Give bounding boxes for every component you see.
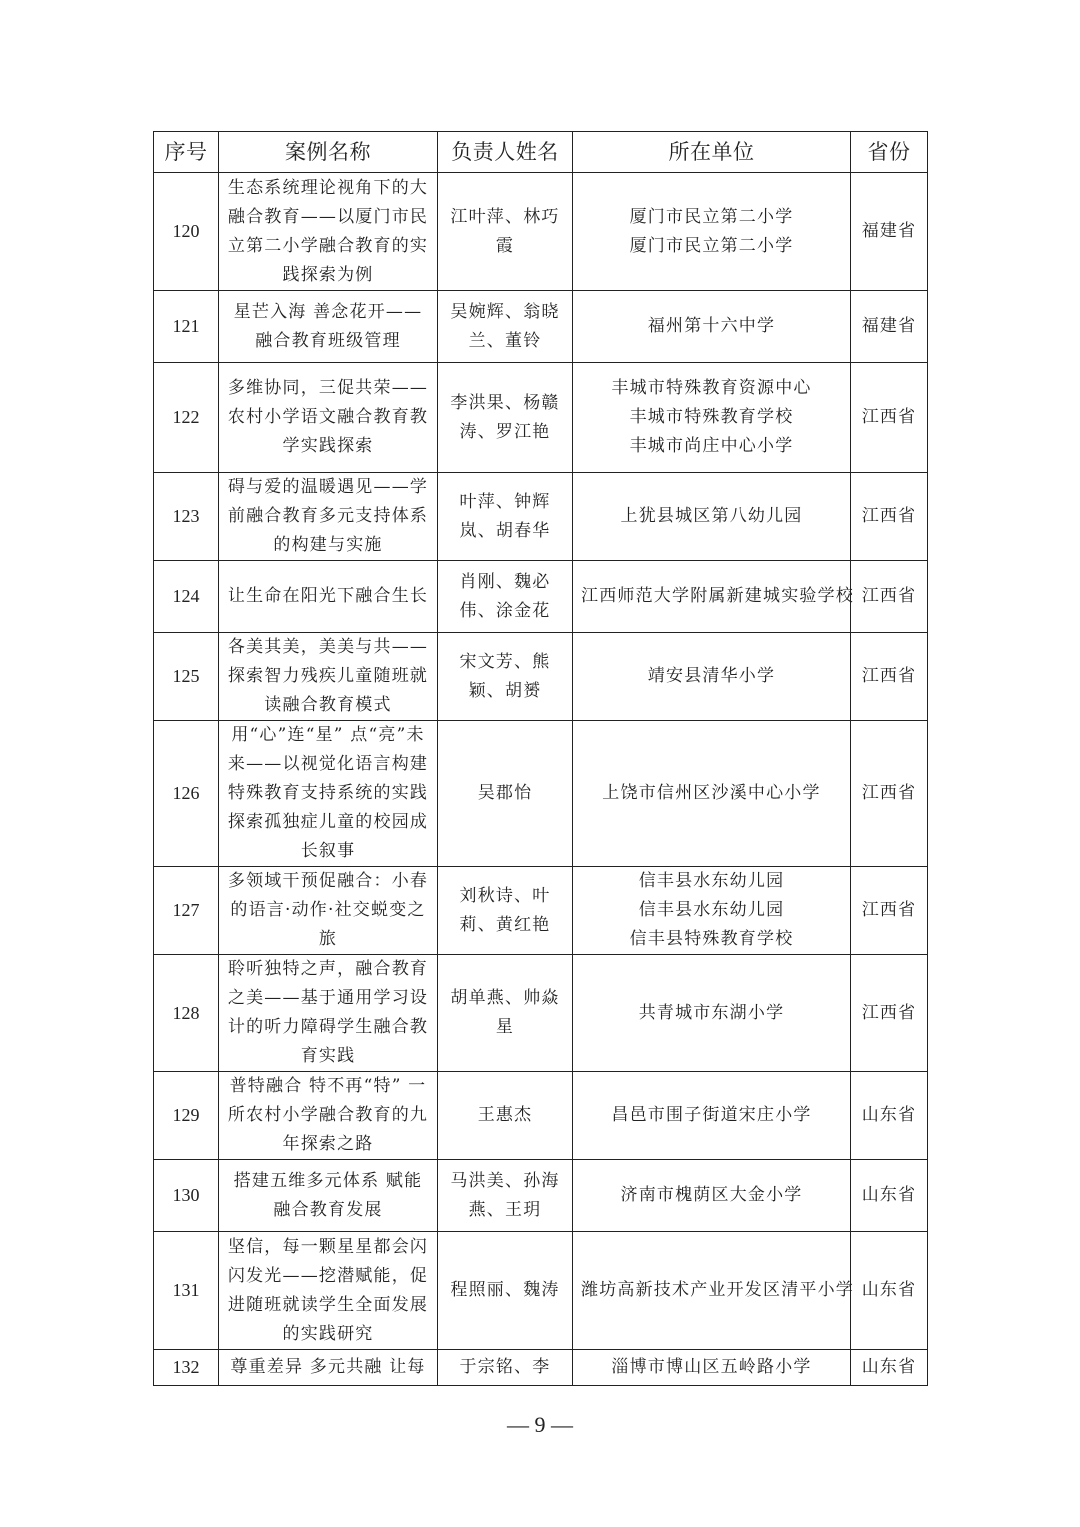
- cell-province: 江西省: [851, 633, 928, 721]
- cell-case-name: 生态系统理论视角下的大融合教育——以厦门市民立第二小学融合教育的实践探索为例: [219, 173, 438, 291]
- cell-case-name: 搭建五维多元体系 赋能融合教育发展: [219, 1160, 438, 1232]
- cell-unit: [573, 473, 851, 561]
- unit-line: 江西师范大学附属新建城实验学校: [581, 586, 854, 606]
- unit-line: 靖安县清华小学: [647, 666, 776, 686]
- table-row: [154, 1160, 928, 1232]
- cell-leader: 宋文芳、熊颖、胡赟: [438, 633, 573, 721]
- cell-no: 130: [154, 1160, 219, 1232]
- header-case-name: 案例名称: [219, 132, 438, 173]
- unit-line: 共青城市东湖小学: [638, 1002, 785, 1023]
- cell-no: 128: [154, 955, 219, 1072]
- table-row: [154, 1350, 928, 1386]
- header-leader: 负责人姓名: [438, 132, 573, 173]
- cell-leader: 于宗铭、李: [438, 1350, 573, 1386]
- table-row: [154, 291, 928, 363]
- unit-line: 昌邑市围子街道宋庄小学: [611, 1105, 812, 1125]
- cell-leader: 叶萍、钟辉岚、胡春华: [438, 473, 573, 561]
- cell-case-name: 聆听独特之声，融合教育之美——基于通用学习设计的听力障碍学生融合教育实践: [219, 955, 438, 1072]
- unit-line: 上饶市信州区沙溪中心小学: [602, 783, 821, 803]
- cell-leader: 王惠杰: [438, 1072, 573, 1160]
- cell-province: 江西省: [851, 473, 928, 561]
- cell-unit: [573, 173, 851, 291]
- unit-line: 福州第十六中学: [647, 316, 776, 336]
- cell-unit: [573, 955, 851, 1072]
- cell-unit: [573, 1160, 851, 1232]
- cell-province: 福建省: [851, 173, 928, 291]
- cell-no: 129: [154, 1072, 219, 1160]
- cell-leader: 李洪果、杨赣涛、罗江艳: [438, 363, 573, 473]
- cell-unit: [573, 1072, 851, 1160]
- cell-leader: 江叶萍、林巧霞: [438, 173, 573, 291]
- cell-case-name: 用“心”连“星” 点“亮”未来——以视觉化语言构建特殊教育支持系统的实践探索孤独症儿童的校园成长叙事: [219, 721, 438, 867]
- cell-no: 127: [154, 867, 219, 955]
- table-header: [154, 132, 928, 173]
- cell-case-name: 星芒入海 善念花开——融合教育班级管理: [219, 291, 438, 363]
- unit-line: 潍坊高新技术产业开发区清平小学: [581, 1280, 854, 1300]
- table-row: [154, 867, 928, 955]
- cell-leader: 刘秋诗、叶莉、黄红艳: [438, 867, 573, 955]
- cell-no: 131: [154, 1232, 219, 1350]
- cell-unit: [573, 721, 851, 867]
- cell-unit: [573, 291, 851, 363]
- cell-no: 126: [154, 721, 219, 867]
- cell-no: 124: [154, 561, 219, 633]
- header-unit: 所在单位: [573, 132, 851, 173]
- cell-case-name: 各美其美，美美与共——探索智力残疾儿童随班就读融合教育模式: [219, 633, 438, 721]
- cell-province: 山东省: [851, 1232, 928, 1350]
- table-row: [154, 1072, 928, 1160]
- unit-line: 丰城市特殊教育学校: [629, 407, 794, 427]
- cell-province: 山东省: [851, 1350, 928, 1386]
- cell-leader: 胡单燕、帅焱星: [438, 955, 573, 1072]
- cell-unit: [573, 561, 854, 633]
- cell-leader: 马洪美、孙海燕、王玥: [438, 1160, 573, 1232]
- unit-line: 济南市槐荫区大金小学: [620, 1185, 803, 1205]
- cell-case-name: 多领域干预促融合：小春的语言·动作·社交蜕变之旅: [219, 867, 438, 955]
- header-row: [154, 132, 928, 173]
- table-row: [154, 1232, 928, 1350]
- case-list-table: [153, 131, 928, 1386]
- unit-line: 信丰县水东幼儿园: [638, 900, 785, 920]
- unit-line: 丰城市尚庄中心小学: [629, 436, 794, 456]
- cell-province: 江西省: [851, 955, 928, 1072]
- unit-line: 信丰县水东幼儿园: [638, 871, 785, 891]
- cell-case-name: 普特融合 特不再“特” 一所农村小学融合教育的九年探索之路: [219, 1072, 438, 1160]
- cell-leader: 吴郡怡: [438, 721, 573, 867]
- cell-case-name: 碍与爱的温暖遇见——学前融合教育多元支持体系的构建与实施: [219, 473, 438, 561]
- cell-leader: 程照丽、魏涛: [438, 1232, 573, 1350]
- cell-province: 江西省: [851, 867, 928, 955]
- cell-unit: [573, 1350, 851, 1386]
- cell-case-name: 坚信，每一颗星星都会闪闪发光——挖潜赋能，促进随班就读学生全面发展的实践研究: [219, 1232, 438, 1350]
- cell-no: 123: [154, 473, 219, 561]
- cell-case-name: 让生命在阳光下融合生长: [219, 561, 438, 633]
- cell-leader: 吴婉辉、翁晓兰、董铃: [438, 291, 573, 363]
- cell-case-name: 多维协同，三促共荣——农村小学语文融合教育教学实践探索: [219, 363, 438, 473]
- unit-line: 丰城市特殊教育资源中心: [611, 378, 812, 398]
- unit-line: 淄博市博山区五岭路小学: [611, 1357, 812, 1377]
- cell-unit: [573, 363, 851, 473]
- cell-unit: [573, 867, 851, 955]
- unit-line: 厦门市民立第二小学: [629, 206, 794, 227]
- header-no: 序号: [154, 132, 219, 173]
- header-province: 省份: [851, 132, 928, 173]
- cell-case-name: 尊重差异 多元共融 让每: [219, 1350, 438, 1386]
- cell-province: 山东省: [851, 1160, 928, 1232]
- cell-no: 120: [154, 173, 219, 291]
- cell-leader: 肖刚、魏必伟、涂金花: [438, 561, 573, 633]
- cell-province: 福建省: [851, 291, 928, 363]
- table-row: [154, 633, 928, 721]
- unit-line: 上犹县城区第八幼儿园: [620, 506, 803, 526]
- table-row: [154, 955, 928, 1072]
- cell-province: 山东省: [851, 1072, 928, 1160]
- table-row: [154, 721, 928, 867]
- table-row: [154, 473, 928, 561]
- cell-no: 132: [154, 1350, 219, 1386]
- cell-unit: [573, 1232, 854, 1350]
- unit-line: 厦门市民立第二小学: [629, 235, 794, 256]
- cell-province: 江西省: [851, 721, 928, 867]
- table-row: [154, 561, 928, 633]
- cell-province: 江西省: [851, 561, 928, 633]
- cell-unit: [573, 633, 851, 721]
- table-row: [154, 363, 928, 473]
- table-body: [154, 173, 928, 1386]
- cell-no: 125: [154, 633, 219, 721]
- cell-province: 江西省: [851, 363, 928, 473]
- cell-no: 122: [154, 363, 219, 473]
- cell-no: 121: [154, 291, 219, 363]
- table-row: [154, 173, 928, 291]
- unit-line: 信丰县特殊教育学校: [629, 929, 794, 949]
- page-number: — 9 —: [507, 1412, 573, 1437]
